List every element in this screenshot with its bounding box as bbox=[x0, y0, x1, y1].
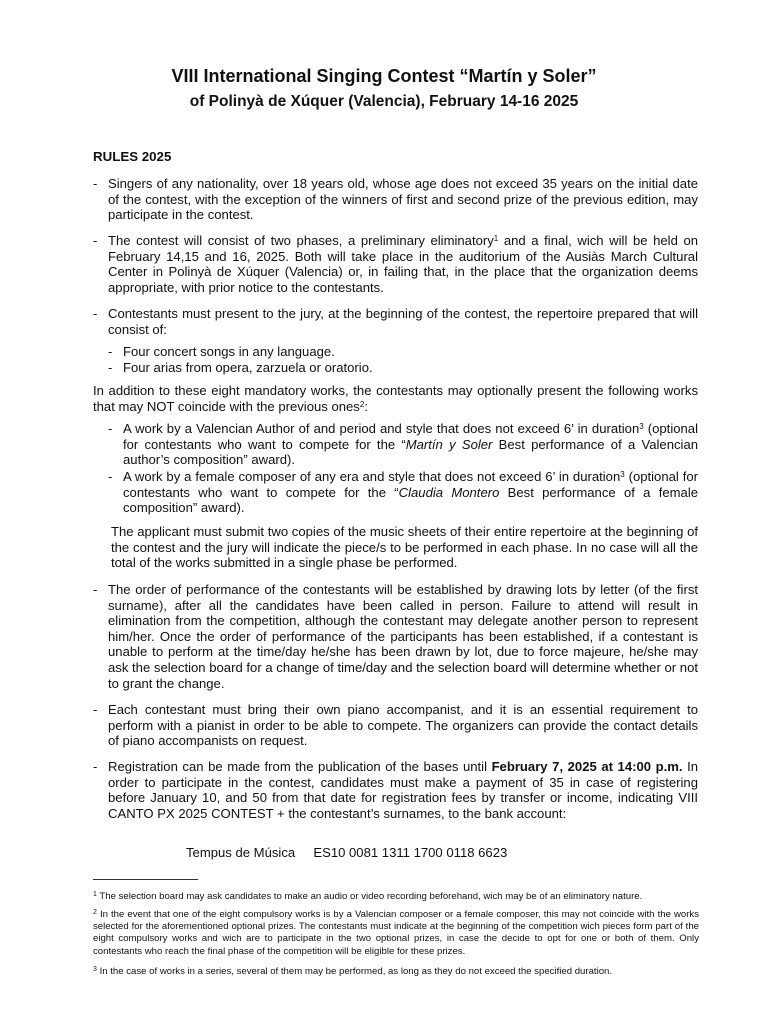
bullet-dash: - bbox=[108, 469, 113, 484]
footnote-3: $^3$ In the case of works in a series, several of them may be performed, as long as they do not exceed the specified duration. bbox=[93, 966, 613, 977]
music-sheets-paragraph: The applicant must submit two copies of the music sheets of their entire repertoire at the beginning of the contest and the jury will indicate the piece/s to be performed in each phase. In no case will all the total of the works submitted in a single phase be performed. bbox=[111, 524, 698, 571]
bullet-dash: - bbox=[93, 306, 98, 321]
rule-registration: Registration can be made from the publication of the bases until February 7, 2025 at 14:00 p.m. In order to participate in the contest, candidates must make a payment of 35 in case of registering before January 10, and 50 from that date for registration fees by transfer or income, indicating VIII CANTO PX 2025 CONTEST + the contestant’s surnames, to the bank account: bbox=[108, 759, 698, 821]
rule-repertoire: Contestants must present to the jury, at the beginning of the contest, the repertoire prepared that will consist of: bbox=[108, 306, 698, 337]
optional-works-intro: In addition to these eight mandatory works, the contestants may optionally present the following works that may NOT coincide with the previous ones$^2$: bbox=[93, 383, 698, 414]
optional-work-valencian: A work by a Valencian Author of and period and style that does not exceed 6’ in duration$^3$ (optional for contestants who want to compete for the “Martín y Soler Best performance of a Valencian author’s composition” award). bbox=[123, 421, 699, 468]
bullet-dash: - bbox=[93, 233, 98, 248]
optional-work-female-composer: A work by a female composer of any era and style that does not exceed 6’ in duration$^3$ (optional for contestants who want to compete for the “Claudia Montero Best performance of a female composition” award). bbox=[123, 469, 699, 516]
rule-phases: The contest will consist of two phases, a preliminary eliminatory$^1$ and a final, wich will be held on February 14,15 and 16, 2025. Both will take place in the auditorium of the Ausiàs March Cultural Center in Polinyà de Xúquer (Valencia) or, in failing that, in the place that the organization deems appropriate, with prior notice to the contestants. bbox=[108, 233, 699, 295]
bullet-dash: - bbox=[108, 360, 113, 375]
rule-performance-order: The order of performance of the contestants will be established by drawing lots by letter (of the first surname), after all the candidates have been called in person. Failure to attend will result in elimination from the competition, although the contestant may delegate another person to represent him/her. Once the order of performance of the participants has been established, if a contestant is unable to perform at the time/day he/she has been drawn by lot, due to force majeure, he/she may ask the selection board for a change of time/day and the selection board will determine whether or not to grant the change. bbox=[108, 582, 698, 691]
footnote-divider bbox=[93, 879, 198, 880]
footnote-2: $^2$ In the event that one of the eight compulsory works is by a Valencian composer or a female composer, this may not coincide with the works selected for the aforementioned optional prizes. The contestants must indicate at the beginning of the competition wich pieces form part of the eight compulsory works and wich are to participate in the two optional prizes, in case the decide to opt for one or both of them. Only contestants who reach the final phase of the competition will be eligible for these prizes. bbox=[93, 909, 699, 957]
document-subtitle: of Polinyà de Xúquer (Valencia), February 14-16 2025 bbox=[189, 93, 579, 110]
rule-accompanist: Each contestant must bring their own piano accompanist, and it is an essential requirement to perform with a pianist in order to be able to compete. The organizers can provide the contact details of piano accompanists on request. bbox=[108, 702, 698, 749]
bullet-dash: - bbox=[93, 176, 98, 191]
repertoire-item: Four concert songs in any language. bbox=[123, 344, 335, 359]
bullet-dash: - bbox=[108, 344, 113, 359]
bullet-dash: - bbox=[93, 702, 98, 717]
document-title: VIII International Singing Contest “Martín y Soler” bbox=[171, 66, 597, 86]
bullet-dash: - bbox=[93, 582, 98, 597]
bullet-dash: - bbox=[108, 421, 113, 436]
bank-account: Tempus de Música ES10 0081 1311 1700 0118 6623 bbox=[186, 845, 508, 860]
repertoire-item: Four arias from opera, zarzuela or oratorio. bbox=[123, 360, 373, 375]
rule-eligibility: Singers of any nationality, over 18 years old, whose age does not exceed 35 years on the initial date of the contest, with the exception of the winners of first and second prize of the previous edition, may participate in the contest. bbox=[108, 176, 698, 223]
bullet-dash: - bbox=[93, 759, 98, 774]
rules-heading: RULES 2025 bbox=[93, 149, 172, 164]
footnote-1: $^1$ The selection board may ask candidates to make an audio or video recording beforehand, wich may be of an eliminatory nature. bbox=[93, 891, 643, 902]
